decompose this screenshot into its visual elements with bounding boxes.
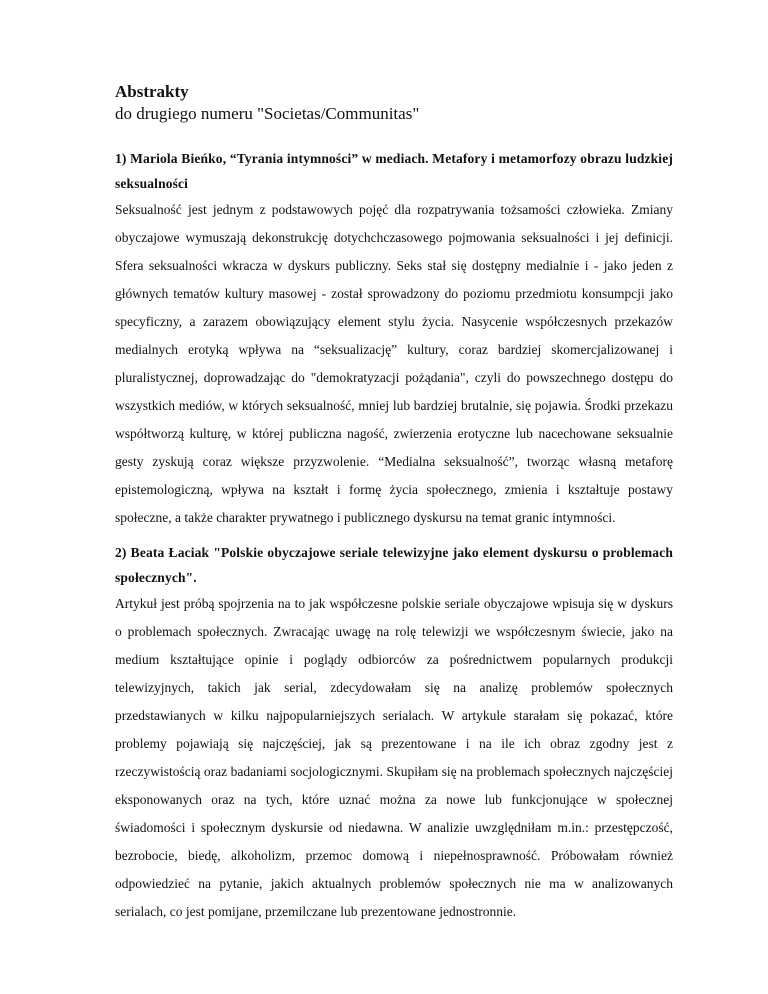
abstract-section-1 [115, 146, 673, 532]
page-title: Abstrakty [115, 82, 189, 101]
abstract-body-2: Artykuł jest próbą spojrzenia na to jak współczesne polskie seriale obyczajowe wpisuja się w dyskurs o problemach społecznych. Zwracając uwagę na rolę telewizji we współczesnym świecie, jako na medium kształtujące opinie i poglądy odbiorców za pośrednictwem popularnych produkcji telewizyjnych, takich jak serial, zdecydowałam się na analizę problemów społecznych przedstawianych w kilku najpopularniejszych serialach. W artykule starałam się pokazać, które problemy pojawiają się najczęściej, jak są prezentowane i na ile ich obraz zgodny jest z rzeczywistością oraz badaniami socjologicznymi. Skupiłam się na problemach społecznych najczęściej eksponowanych oraz na tych, które uznać można za nowe lub funkcjonujące w społecznej świadomości i społecznym dyskursie od niedawna. W analizie uwzględniłam m.in.: przestępczość, bezrobocie, biedę, alkoholizm, przemoc domową i niepełnosprawność. Próbowałam również odpowiedzieć na pytanie, jakich aktualnych problemów społecznych nie ma w analizowanych serialach, co jest pomijane, przemilczane lub prezentowane jednostronnie. [115, 596, 673, 919]
abstract-heading-2: 2) Beata Łaciak "Polskie obyczajowe seriale telewizyjne jako element dyskursu o problemach społecznych". [115, 545, 673, 585]
page-subtitle: do drugiego numeru "Societas/Communitas" [115, 104, 420, 123]
abstract-section-2 [115, 540, 673, 926]
abstract-heading-1: 1) Mariola Bieńko, “Tyrania intymności” w mediach. Metafory i metamorfozy obrazu ludzkiej seksualności [115, 151, 673, 191]
abstract-body-1: Seksualność jest jednym z podstawowych pojęć dla rozpatrywania tożsamości człowieka. Zmiany obyczajowe wymuszają dekonstrukcję dotychchczasowego pojmowania seksualności i jej definicji. Sfera seksualności wkracza w dyskurs publiczny. Seks stał się dostępny medialnie i - jako jeden z głównych tematów kultury masowej - został sprowadzony do poziomu przedmiotu konsumpcji jako specyficzny, a zarazem obowiązujący element stylu życia. Nasycenie współczesnych przekazów medialnych erotyką wpływa na “seksualizację” kultury, coraz bardziej skomercjalizowanej i pluralistycznej, doprowadzając do "demokratyzacji pożądania", czyli do powszechnego dostępu do wszystkich mediów, w których seksualność, mniej lub bardziej brutalnie, się pojawia. Środki przekazu współtworzą kulturę, w której publiczna nagość, zwierzenia erotyczne lub nacechowane seksualnie gesty zyskują coraz większe przyzwolenie. “Medialna seksualność”, tworząc własną metaforę epistemologiczną, wpływa na kształt i formę życia społecznego, zmienia i kształtuje postawy społeczne, a także charakter prywatnego i publicznego dyskursu na temat granic intymności. [115, 202, 673, 525]
document-header [115, 81, 419, 125]
